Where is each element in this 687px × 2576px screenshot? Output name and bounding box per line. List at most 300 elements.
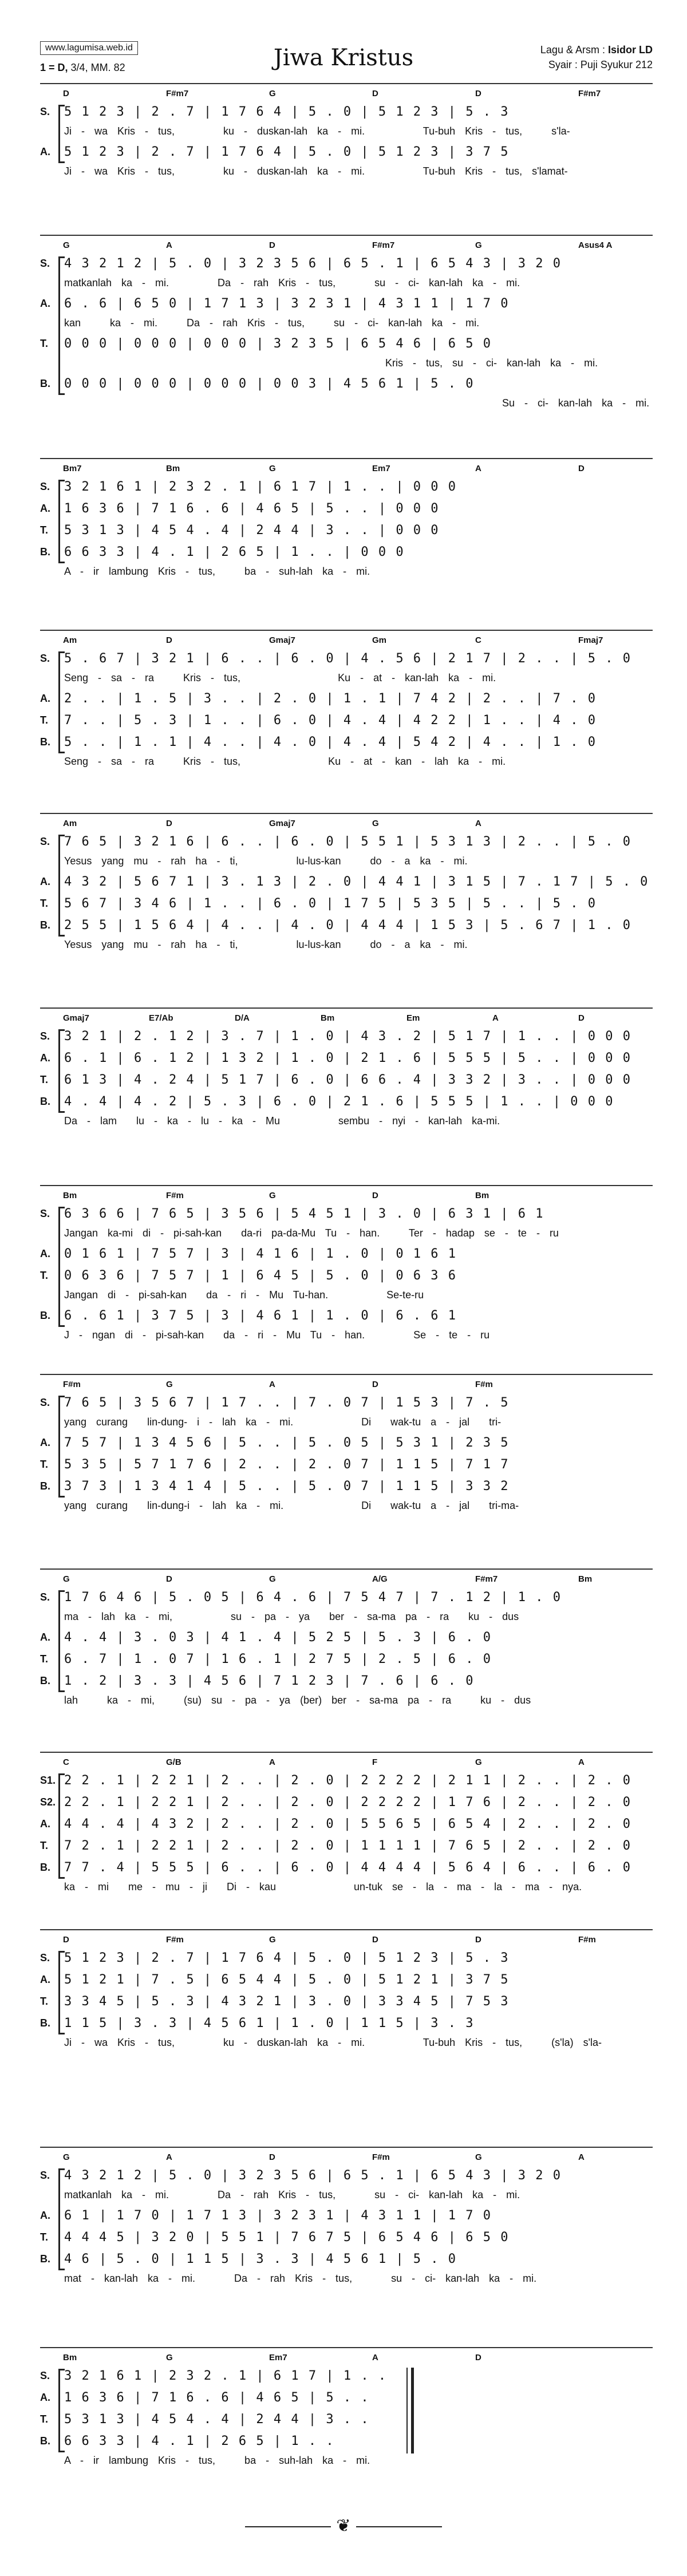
voice-row — [40, 1589, 653, 1609]
system-bracket — [58, 651, 65, 753]
solfa-notes: 7 2 . 1 | 2 2 1 | 2 . . | 2 . 0 | 1 1 1 1 | 7 6 5 | 2 . . | 2 . 0 — [64, 1839, 631, 1853]
voice-label: A. — [40, 1248, 50, 1259]
voice-row — [40, 1651, 653, 1670]
lyric-line: ma - lah ka - mi, su - pa - ya ber - sa-ma pa - ra ku - dus — [64, 1611, 519, 1622]
lyric-line: Seng - sa - ra Kris - tus, Ku - at - kan - lah ka - mi. — [64, 756, 506, 767]
voice-label: S. — [40, 258, 50, 269]
chord-symbol: A — [166, 240, 172, 250]
system-bracket — [58, 2369, 65, 2452]
chord-symbol: Am — [63, 635, 77, 645]
voice-label: T. — [40, 1270, 49, 1281]
solfa-notes: 4 6 | 5 . 0 | 1 1 5 | 3 . 3 | 4 5 6 1 | 5 . 0 — [64, 2252, 457, 2266]
lyric-line: matkanlah ka - mi. Da - rah Kris - tus, su - ci- kan-lah ka - mi. — [64, 277, 520, 289]
voice-row — [40, 734, 653, 753]
chord-symbol: Bm7 — [63, 464, 82, 473]
voice-label: B. — [40, 1480, 50, 1492]
solfa-notes: 2 5 5 | 1 5 6 4 | 4 . . | 4 . 0 | 4 4 4 | 1 5 3 | 5 . 6 7 | 1 . 0 — [64, 918, 631, 933]
solfa-notes: 0 6 3 6 | 7 5 7 | 1 | 6 4 5 | 5 . 0 | 0 6 3 6 — [64, 1269, 457, 1283]
lyric-line: Ji - wa Kris - tus, ku - duskan-lah ka - mi. Tu-buh Kris - tus, s'lamat- — [64, 165, 568, 177]
voice-label: S1. — [40, 1775, 56, 1786]
system-bracket — [58, 835, 65, 937]
voice-row — [40, 2368, 653, 2387]
chord-symbol: D — [475, 1935, 481, 1945]
voice-row — [40, 1028, 653, 1048]
final-barline — [406, 2368, 414, 2453]
voice-row — [40, 1816, 653, 1835]
voice-label: T. — [40, 338, 49, 349]
chord-line — [40, 2152, 653, 2165]
chord-symbol: Bm — [475, 1191, 489, 1200]
solfa-notes: 6 . 1 | 6 . 1 2 | 1 3 2 | 1 . 0 | 2 1 . 6 | 5 5 5 | 5 . . | 0 0 0 — [64, 1051, 631, 1065]
voice-row — [40, 522, 653, 542]
song-title: Jiwa Kristus — [273, 45, 414, 71]
system-divider — [40, 458, 653, 459]
voice-label: T. — [40, 524, 49, 536]
chord-symbol: Em — [406, 1013, 420, 1023]
solfa-notes: 1 7 6 4 6 | 5 . 0 5 | 6 4 . 6 | 7 5 4 7 | 7 . 1 2 | 1 . 0 — [64, 1590, 562, 1605]
voice-row — [40, 2167, 653, 2187]
chord-symbol: A — [269, 1757, 275, 1767]
lyric-line: A - ir lambung Kris - tus, ba - suh-lah ka - mi. — [64, 566, 370, 577]
voice-label: S. — [40, 1952, 50, 1963]
voice-label: S. — [40, 1208, 50, 1219]
system-bracket — [58, 1396, 65, 1498]
chord-symbol: F#m7 — [475, 1574, 498, 1584]
voice-label: T. — [40, 1996, 49, 2007]
voice-row — [40, 895, 653, 915]
chord-symbol: Asus4 A — [578, 240, 613, 250]
voice-row — [40, 1629, 653, 1649]
voice-label: S. — [40, 2370, 50, 2381]
chord-symbol: Gmaj7 — [269, 635, 295, 645]
voice-label: S. — [40, 836, 50, 847]
chord-symbol: F — [372, 1757, 378, 1767]
voice-label: A. — [40, 2392, 50, 2403]
system-bracket — [58, 256, 65, 395]
voice-label: A. — [40, 1818, 50, 1830]
voice-label: T. — [40, 1840, 49, 1851]
voice-row — [40, 1093, 653, 1113]
solfa-notes: 4 3 2 1 2 | 5 . 0 | 3 2 3 5 6 | 6 5 . 1 | 6 5 4 3 | 3 2 0 — [64, 2168, 562, 2183]
voice-row — [40, 255, 653, 275]
chord-symbol: Am — [63, 819, 77, 828]
system-divider — [40, 2147, 653, 2148]
voice-row — [40, 104, 653, 123]
solfa-notes: 1 6 3 6 | 7 1 6 . 6 | 4 6 5 | 5 . . — [64, 2391, 370, 2405]
meter-label: 3/4, — [70, 62, 88, 73]
chord-symbol: G — [372, 819, 379, 828]
chord-symbol: A — [372, 2353, 378, 2362]
chord-line — [40, 2353, 653, 2365]
voice-label: S. — [40, 653, 50, 664]
voice-row — [40, 500, 653, 520]
ornament-glyph: ❦ — [336, 2516, 351, 2536]
chord-symbol: D — [372, 89, 378, 98]
lyric-line: Da - lam lu - ka - lu - ka - Mu sembu - nyi - kan-lah ka-mi. — [64, 1115, 500, 1127]
solfa-notes: 4 4 4 5 | 3 2 0 | 5 5 1 | 7 6 7 5 | 6 5 4 6 | 6 5 0 — [64, 2230, 510, 2245]
voice-row — [40, 1072, 653, 1091]
chord-line — [40, 464, 653, 476]
system-divider — [40, 235, 653, 236]
voice-row — [40, 1206, 653, 1225]
chord-symbol: Bm — [63, 2353, 77, 2362]
chord-symbol: Bm — [166, 464, 180, 473]
chord-symbol: F#m7 — [166, 89, 189, 98]
voice-row — [40, 2207, 653, 2227]
chord-symbol: F#m7 — [578, 89, 601, 98]
system-bracket — [58, 1029, 65, 1113]
voice-row — [40, 1971, 653, 1991]
voice-row — [40, 1435, 653, 1454]
voice-row — [40, 479, 653, 498]
chord-symbol: D — [475, 89, 481, 98]
composer-label: Lagu & Arsm : — [540, 44, 605, 56]
voice-row — [40, 1772, 653, 1792]
chord-line — [40, 1013, 653, 1026]
voice-label: T. — [40, 1653, 49, 1665]
chord-symbol: G — [475, 240, 482, 250]
voice-row — [40, 2251, 653, 2270]
chord-symbol: G — [166, 2353, 173, 2362]
chord-symbol: D — [372, 1191, 378, 1200]
chord-symbol: G — [269, 1191, 276, 1200]
lyric-line: ka - mi me - mu - ji Di - kau un-tuk se - la - ma - la - ma - nya. — [64, 1881, 582, 1893]
voice-row — [40, 1307, 653, 1327]
system-bracket — [58, 1207, 65, 1327]
ornament-line-right — [356, 2526, 442, 2527]
solfa-notes: 3 7 3 | 1 3 4 1 4 | 5 . . | 5 . 0 7 | 1 1 5 | 3 3 2 — [64, 1479, 510, 1494]
chord-symbol: A — [578, 2152, 585, 2162]
solfa-notes: 5 1 2 1 | 7 . 5 | 6 5 4 4 | 5 . 0 | 5 1 2 1 | 3 7 5 — [64, 1973, 510, 1987]
composer-line — [540, 42, 653, 57]
solfa-notes: 3 3 4 5 | 5 . 3 | 4 3 2 1 | 3 . 0 | 3 3 4 5 | 7 5 3 — [64, 1994, 510, 2009]
chord-symbol: D — [166, 1574, 172, 1584]
solfa-notes: 2 2 . 1 | 2 2 1 | 2 . . | 2 . 0 | 2 2 2 2 | 2 1 1 | 2 . . | 2 . 0 — [64, 1773, 631, 1788]
system-bracket — [58, 480, 65, 563]
solfa-notes: 6 . 6 | 6 5 0 | 1 7 1 3 | 3 2 3 1 | 4 3 1 1 | 1 7 0 — [64, 297, 510, 311]
ornament-line-left — [245, 2526, 331, 2527]
solfa-notes: 3 2 1 6 1 | 2 3 2 . 1 | 6 1 7 | 1 . . — [64, 2369, 388, 2383]
solfa-notes: 2 . . | 1 . 5 | 3 . . | 2 . 0 | 1 . 1 | 7 4 2 | 2 . . | 7 . 0 — [64, 692, 597, 706]
solfa-notes: 5 3 1 3 | 4 5 4 . 4 | 2 4 4 | 3 . . | 0 0 0 — [64, 523, 440, 538]
lyricist-line: Syair : Puji Syukur 212 — [548, 59, 653, 70]
solfa-notes: 4 . 4 | 3 . 0 3 | 4 1 . 4 | 5 2 5 | 5 . 3 | 6 . 0 — [64, 1630, 492, 1645]
solfa-notes: 4 3 2 | 5 6 7 1 | 3 . 1 3 | 2 . 0 | 4 4 1 | 3 1 5 | 7 . 1 7 | 5 . 0 — [64, 875, 649, 889]
solfa-notes: 5 . 6 7 | 3 2 1 | 6 . . | 6 . 0 | 4 . 5 6 | 2 1 7 | 2 . . | 5 . 0 — [64, 651, 631, 666]
lyric-line: Yesus yang mu - rah ha - ti, lu-lus-kan do - a ka - mi. — [64, 855, 468, 867]
voice-row — [40, 1478, 653, 1498]
lyric-line: Jangan ka-mi di - pi-sah-kan da-ri pa-da-Mu Tu - han. Ter - hadap se - te - ru — [64, 1227, 559, 1239]
voice-label: B. — [40, 1310, 50, 1321]
voice-row — [40, 335, 653, 355]
voice-label: T. — [40, 714, 49, 726]
chord-symbol: D — [372, 1935, 378, 1945]
voice-row — [40, 1794, 653, 1814]
solfa-notes: 5 3 1 3 | 4 5 4 . 4 | 2 4 4 | 3 . . — [64, 2412, 370, 2427]
chord-symbol: G — [63, 1574, 70, 1584]
chord-line — [40, 1380, 653, 1392]
voice-label: B. — [40, 736, 50, 748]
solfa-notes: 7 . . | 5 . 3 | 1 . . | 6 . 0 | 4 . 4 | 4 2 2 | 1 . . | 4 . 0 — [64, 713, 597, 728]
system-bracket — [58, 2168, 65, 2270]
solfa-notes: 6 1 | 1 7 0 | 1 7 1 3 | 3 2 3 1 | 4 3 1 1 | 1 7 0 — [64, 2208, 492, 2223]
chord-symbol: D — [475, 2353, 481, 2362]
chord-symbol: G — [475, 2152, 482, 2162]
voice-label: T. — [40, 1459, 49, 1470]
solfa-notes: 2 2 . 1 | 2 2 1 | 2 . . | 2 . 0 | 2 2 2 2 | 1 7 6 | 2 . . | 2 . 0 — [64, 1795, 631, 1809]
lyric-line: J - ngan di - pi-sah-kan da - ri - Mu Tu - han. Se - te - ru — [64, 1329, 490, 1341]
chord-symbol: A — [475, 819, 481, 828]
chord-symbol: D — [166, 819, 172, 828]
chord-symbol: G — [166, 1380, 173, 1389]
lyric-line: Ji - wa Kris - tus, ku - duskan-lah ka - mi. Tu-buh Kris - tus, (s'la) s'la- — [64, 2037, 602, 2048]
tempo-label: MM. 82 — [90, 62, 125, 73]
voice-label: B. — [40, 1862, 50, 1873]
solfa-notes: 7 5 7 | 1 3 4 5 6 | 5 . . | 5 . 0 5 | 5 3 1 | 2 3 5 — [64, 1436, 510, 1450]
chord-symbol: A — [492, 1013, 499, 1023]
solfa-notes: 1 . 2 | 3 . 3 | 4 5 6 | 7 1 2 3 | 7 . 6 | 6 . 0 — [64, 1674, 475, 1688]
voice-label: A. — [40, 1974, 50, 1985]
voice-label: B. — [40, 2253, 50, 2265]
solfa-notes: 1 1 5 | 3 . 3 | 4 5 6 1 | 1 . 0 | 1 1 5 | 3 . 3 — [64, 2016, 475, 2030]
voice-row — [40, 295, 653, 315]
solfa-notes: 0 0 0 | 0 0 0 | 0 0 0 | 3 2 3 5 | 6 5 4 6 | 6 5 0 — [64, 337, 492, 351]
chord-symbol: D — [372, 1380, 378, 1389]
solfa-notes: 5 3 5 | 5 7 1 7 6 | 2 . . | 2 . 0 7 | 1 1 5 | 7 1 7 — [64, 1457, 510, 1472]
system-divider — [40, 2347, 653, 2348]
solfa-notes: 6 6 3 3 | 4 . 1 | 2 6 5 | 1 . . | 0 0 0 — [64, 545, 405, 559]
voice-label: S. — [40, 106, 50, 117]
solfa-notes: 6 6 3 3 | 4 . 1 | 2 6 5 | 1 . . — [64, 2434, 335, 2448]
voice-row — [40, 712, 653, 732]
chord-symbol: G/B — [166, 1757, 181, 1767]
lyric-line: lah ka - mi, (su) su - pa - ya (ber) ber - sa-ma pa - ra ku - dus — [64, 1694, 531, 1706]
chord-symbol: F#m — [372, 2152, 390, 2162]
voice-label: B. — [40, 1675, 50, 1686]
voice-row — [40, 1456, 653, 1476]
voice-row — [40, 650, 653, 670]
chord-symbol: G — [269, 1935, 276, 1945]
solfa-notes: 4 4 . 4 | 4 3 2 | 2 . . | 2 . 0 | 5 5 6 5 | 6 5 4 | 2 . . | 2 . 0 — [64, 1817, 631, 1831]
system-divider — [40, 1929, 653, 1930]
voice-label: A. — [40, 876, 50, 887]
lyric-line: Yesus yang mu - rah ha - ti, lu-lus-kan do - a ka - mi. — [64, 939, 468, 950]
solfa-notes: 4 3 2 1 2 | 5 . 0 | 3 2 3 5 6 | 6 5 . 1 | 6 5 4 3 | 3 2 0 — [64, 256, 562, 271]
lyric-line: A - ir lambung Kris - tus, ba - suh-lah ka - mi. — [64, 2455, 370, 2466]
solfa-notes: 3 2 1 | 2 . 1 2 | 3 . 7 | 1 . 0 | 4 3 . 2 | 5 1 7 | 1 . . | 0 0 0 — [64, 1029, 631, 1044]
voice-label: A. — [40, 693, 50, 704]
voice-row — [40, 2411, 653, 2431]
system-divider — [40, 813, 653, 814]
chord-symbol: A — [269, 1380, 275, 1389]
site-badge: www.lagumisa.web.id — [40, 41, 138, 55]
chord-symbol: C — [475, 635, 481, 645]
voice-row — [40, 1246, 653, 1265]
chord-symbol: Bm — [578, 1574, 593, 1584]
lyric-line: Ji - wa Kris - tus, ku - duskan-lah ka - mi. Tu-buh Kris - tus, s'la- — [64, 125, 570, 137]
voice-row — [40, 1394, 653, 1414]
chord-symbol: D — [269, 2152, 275, 2162]
chord-symbol: D/A — [235, 1013, 250, 1023]
chord-symbol: A — [475, 464, 481, 473]
solfa-notes: 6 . 6 1 | 3 7 5 | 3 | 4 6 1 | 1 . 0 | 6 . 6 1 — [64, 1309, 457, 1323]
chord-symbol: F#m — [475, 1380, 493, 1389]
chord-symbol: G — [269, 464, 276, 473]
chord-line — [40, 89, 653, 101]
voice-label: S. — [40, 2170, 50, 2181]
voice-row — [40, 1838, 653, 1857]
chord-line — [40, 1574, 653, 1587]
solfa-notes: 6 . 7 | 1 . 0 7 | 1 6 . 1 | 2 7 5 | 2 . 5 | 6 . 0 — [64, 1652, 492, 1666]
chord-symbol: Bm — [63, 1191, 77, 1200]
voice-row — [40, 2229, 653, 2249]
voice-row — [40, 1050, 653, 1069]
chord-line — [40, 1935, 653, 1947]
chord-symbol: D — [578, 464, 585, 473]
voice-label: T. — [40, 898, 49, 909]
solfa-notes: 5 . . | 1 . 1 | 4 . . | 4 . 0 | 4 . 4 | 5 4 2 | 4 . . | 1 . 0 — [64, 735, 597, 749]
voice-row — [40, 1950, 653, 1969]
lyric-line: yang curang lin-dung-i - lah ka - mi. Di wak-tu a - jal tri-ma- — [64, 1500, 519, 1511]
solfa-notes: 7 7 . 4 | 5 5 5 | 6 . . | 6 . 0 | 4 4 4 4 | 5 6 4 | 6 . . | 6 . 0 — [64, 1860, 631, 1875]
solfa-notes: 5 1 2 3 | 2 . 7 | 1 7 6 4 | 5 . 0 | 5 1 2 3 | 5 . 3 — [64, 105, 510, 119]
voice-label: A. — [40, 1631, 50, 1643]
system-divider — [40, 1008, 653, 1009]
voice-label: S. — [40, 1591, 50, 1603]
voice-label: B. — [40, 2435, 50, 2447]
system-bracket — [58, 105, 65, 163]
lyric-line: Su - ci- kan-lah ka - mi. — [64, 397, 650, 409]
chord-symbol: G — [475, 1757, 482, 1767]
voice-label: T. — [40, 1074, 49, 1085]
voice-label: S. — [40, 481, 50, 492]
chord-symbol: Em7 — [372, 464, 390, 473]
voice-row — [40, 1267, 653, 1287]
chord-symbol: G — [269, 1574, 276, 1584]
chord-symbol: F#m — [63, 1380, 81, 1389]
voice-row — [40, 833, 653, 853]
solfa-notes: 5 1 2 3 | 2 . 7 | 1 7 6 4 | 5 . 0 | 5 1 2 3 | 5 . 3 — [64, 1951, 510, 1965]
chord-symbol: D — [63, 89, 69, 98]
chord-symbol: D — [166, 635, 172, 645]
chord-symbol: G — [63, 2152, 70, 2162]
system-divider — [40, 1752, 653, 1753]
system-divider — [40, 630, 653, 631]
system-bracket — [58, 1951, 65, 2034]
voice-row — [40, 1993, 653, 2013]
solfa-notes: 6 1 3 | 4 . 2 4 | 5 1 7 | 6 . 0 | 6 6 . 4 | 3 3 2 | 3 . . | 0 0 0 — [64, 1073, 631, 1087]
solfa-notes: 3 2 1 6 1 | 2 3 2 . 1 | 6 1 7 | 1 . . | 0 0 0 — [64, 480, 457, 494]
voice-row — [40, 690, 653, 710]
chord-symbol: G — [63, 240, 70, 250]
voice-label: B. — [40, 919, 50, 931]
chord-line — [40, 1191, 653, 1203]
system-divider — [40, 1374, 653, 1375]
lyric-line: kan ka - mi. Da - rah Kris - tus, su - ci- kan-lah ka - mi. — [64, 317, 480, 329]
composer-name: Isidor LD — [607, 44, 653, 56]
chord-symbol: Fmaj7 — [578, 635, 603, 645]
voice-row — [40, 376, 653, 395]
lyric-line: mat - kan-lah ka - mi. Da - rah Kris - tus, su - ci- kan-lah ka - mi. — [64, 2273, 537, 2284]
chord-symbol: F#m — [166, 1935, 184, 1945]
system-divider — [40, 83, 653, 84]
chord-symbol: Gmaj7 — [63, 1013, 89, 1023]
chord-symbol: A — [166, 2152, 172, 2162]
voice-label: T. — [40, 2413, 49, 2425]
voice-label: S. — [40, 1030, 50, 1042]
lyric-line: matkanlah ka - mi. Da - rah Kris - tus, su - ci- kan-lah ka - mi. — [64, 2189, 520, 2200]
voice-label: S2. — [40, 1796, 56, 1808]
system-bracket — [58, 1773, 65, 1879]
voice-row — [40, 544, 653, 563]
solfa-notes: 7 6 5 | 3 5 6 7 | 1 7 . . | 7 . 0 7 | 1 5 3 | 7 . 5 — [64, 1396, 510, 1410]
chord-symbol: A/G — [372, 1574, 388, 1584]
voice-label: S. — [40, 1397, 50, 1408]
chord-symbol: D — [578, 1013, 585, 1023]
voice-label: A. — [40, 503, 50, 514]
voice-label: A. — [40, 298, 50, 309]
chord-symbol: Gmaj7 — [269, 819, 295, 828]
voice-label: A. — [40, 2210, 50, 2221]
voice-row — [40, 917, 653, 937]
voice-label: A. — [40, 1437, 50, 1448]
voice-row — [40, 1859, 653, 1879]
system-divider — [40, 1185, 653, 1186]
solfa-notes: 7 6 5 | 3 2 1 6 | 6 . . | 6 . 0 | 5 5 1 | 5 3 1 3 | 2 . . | 5 . 0 — [64, 835, 631, 849]
solfa-notes: 1 6 3 6 | 7 1 6 . 6 | 4 6 5 | 5 . . | 0 0 0 — [64, 501, 440, 516]
key-label: 1 = D, — [40, 62, 68, 73]
chord-symbol: A — [578, 1757, 585, 1767]
solfa-notes: 4 . 4 | 4 . 2 | 5 . 3 | 6 . 0 | 2 1 . 6 | 5 5 5 | 1 . . | 0 0 0 — [64, 1095, 614, 1109]
voice-label: B. — [40, 378, 50, 389]
lyric-line: Seng - sa - ra Kris - tus, Ku - at - kan-lah ka - mi. — [64, 672, 496, 683]
voice-row — [40, 2389, 653, 2409]
chord-symbol: F#m — [166, 1191, 184, 1200]
chord-line — [40, 240, 653, 253]
solfa-notes: 5 1 2 3 | 2 . 7 | 1 7 6 4 | 5 . 0 | 5 1 2 3 | 3 7 5 — [64, 145, 510, 159]
system-divider — [40, 1568, 653, 1570]
chord-symbol: Bm — [321, 1013, 335, 1023]
system-bracket — [58, 1590, 65, 1692]
lyric-line: yang curang lin-dung- i - lah ka - mi. Di wak-tu a - jal tri- — [64, 1416, 502, 1428]
chord-symbol: Em7 — [269, 2353, 287, 2362]
voice-row — [40, 2015, 653, 2034]
solfa-notes: 0 1 6 1 | 7 5 7 | 3 | 4 1 6 | 1 . 0 | 0 1 6 1 — [64, 1247, 457, 1261]
lyric-line: Jangan di - pi-sah-kan da - ri - Mu Tu-han. Se-te-ru — [64, 1289, 424, 1301]
lyric-line: Kris - tus, su - ci- kan-lah ka - mi. — [64, 357, 598, 369]
chord-line — [40, 1757, 653, 1770]
solfa-notes: 0 0 0 | 0 0 0 | 0 0 0 | 0 0 3 | 4 5 6 1 | 5 . 0 — [64, 377, 475, 391]
voice-row — [40, 144, 653, 163]
voice-label: A. — [40, 1052, 50, 1064]
voice-label: B. — [40, 2017, 50, 2029]
end-ornament — [0, 2516, 687, 2536]
chord-symbol: C — [63, 1757, 69, 1767]
chord-symbol: D — [269, 240, 275, 250]
chord-line — [40, 819, 653, 831]
chord-symbol: Gm — [372, 635, 387, 645]
solfa-notes: 5 6 7 | 3 4 6 | 1 . . | 6 . 0 | 1 7 5 | 5 3 5 | 5 . . | 5 . 0 — [64, 896, 597, 911]
chord-symbol: E7/Ab — [149, 1013, 173, 1023]
voice-label: T. — [40, 2231, 49, 2243]
chord-line — [40, 635, 653, 648]
voice-row — [40, 874, 653, 893]
chord-symbol: G — [269, 89, 276, 98]
voice-label: A. — [40, 146, 50, 157]
voice-label: B. — [40, 1096, 50, 1107]
voice-row — [40, 2433, 653, 2452]
solfa-notes: 6 3 6 6 | 7 6 5 | 3 5 6 | 5 4 5 1 | 3 . 0 | 6 3 1 | 6 1 — [64, 1207, 544, 1221]
